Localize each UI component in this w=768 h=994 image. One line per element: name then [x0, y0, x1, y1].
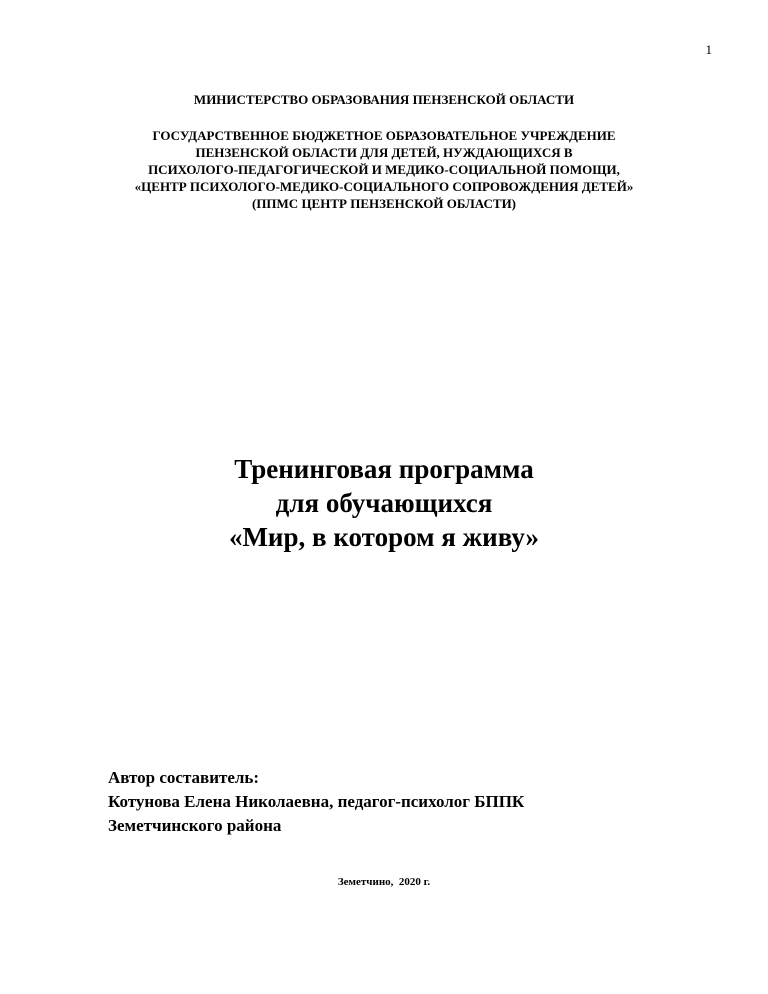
document-title: [0, 452, 768, 554]
institution-heading: [0, 127, 768, 212]
author-name: Котунова Елена Николаевна, педагог-психолог БППК: [108, 792, 525, 811]
institution-line: «ЦЕНТР ПСИХОЛОГО-МЕДИКО-СОЦИАЛЬНОГО СОПРОВОЖДЕНИЯ ДЕТЕЙ»: [134, 179, 634, 194]
institution-line: ПЕНЗЕНСКОЙ ОБЛАСТИ ДЛЯ ДЕТЕЙ, НУЖДАЮЩИХСЯ В: [195, 145, 573, 160]
institution-line: ПСИХОЛОГО-ПЕДАГОГИЧЕСКОЙ И МЕДИКО-СОЦИАЛЬНОЙ ПОМОЩИ,: [148, 162, 620, 177]
page-number: 1: [705, 42, 712, 57]
title-line: Тренинговая программа: [234, 454, 534, 484]
title-line: для обучающихся: [275, 488, 493, 518]
author-block: [108, 766, 524, 838]
author-label: Автор составитель:: [108, 768, 260, 787]
title-line: «Мир, в котором я живу»: [228, 522, 540, 552]
institution-line: ГОСУДАРСТВЕННОЕ БЮДЖЕТНОЕ ОБРАЗОВАТЕЛЬНОЕ УЧРЕЖДЕНИЕ: [152, 128, 616, 143]
ministry-heading: МИНИСТЕРСТВО ОБРАЗОВАНИЯ ПЕНЗЕНСКОЙ ОБЛАСТИ: [193, 92, 575, 107]
place-year: Земетчино, 2020 г.: [337, 876, 431, 888]
institution-line: (ППМС ЦЕНТР ПЕНЗЕНСКОЙ ОБЛАСТИ): [251, 196, 517, 211]
author-district: Земетчинского района: [108, 816, 282, 835]
